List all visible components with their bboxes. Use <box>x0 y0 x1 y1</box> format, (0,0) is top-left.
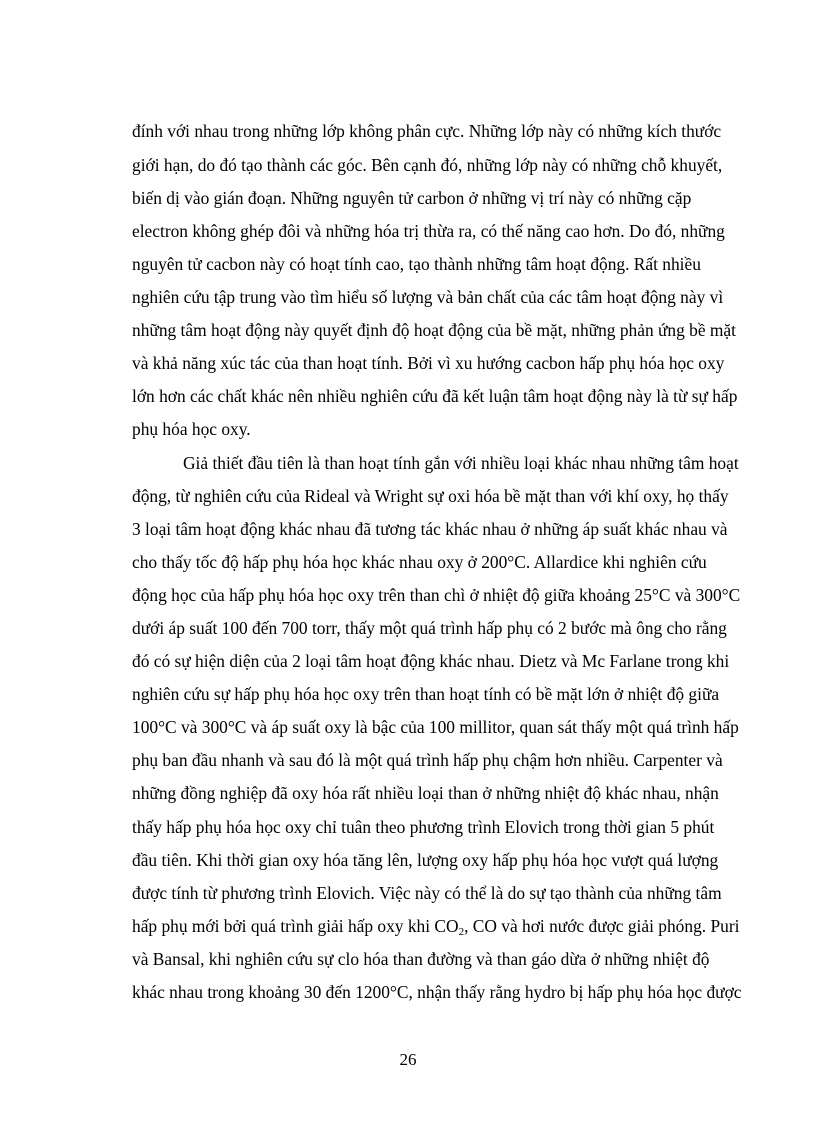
text-line: khác nhau trong khoảng 30 đến 1200°C, nhận thấy rằng hydro bị hấp phụ hóa học được <box>132 982 742 1002</box>
text-line-with-subscript <box>132 909 740 943</box>
text-line: được tính từ phương trình Elovich. Việc này có thể là do sự tạo thành của những tâm <box>132 883 722 903</box>
text-line: cho thấy tốc độ hấp phụ hóa học khác nhau oxy ở 200°C. Allardice khi nghiên cứu <box>132 552 707 572</box>
text-line: phụ hóa học oxy. <box>132 419 251 439</box>
page-number: 26 <box>399 1050 417 1069</box>
text-line: phụ ban đầu nhanh và sau đó là một quá trình hấp phụ chậm hơn nhiều. Carpenter và <box>132 750 723 770</box>
text-line: những tâm hoạt động này quyết định độ hoạt động của bề mặt, những phản ứng bề mặt <box>132 320 736 340</box>
text-line: dưới áp suất 100 đến 700 torr, thấy một quá trình hấp phụ có 2 bước mà ông cho rằng <box>132 618 727 638</box>
text-line: đính với nhau trong những lớp không phân cực. Những lớp này có những kích thước <box>132 121 722 141</box>
text-line: động học của hấp phụ hóa học oxy trên than chì ở nhiệt độ giữa khoảng 25°C và 300°C <box>132 585 741 605</box>
text-segment: , CO và hơi nước được giải phóng. Puri <box>464 916 740 936</box>
text-line: động, từ nghiên cứu của Rideal và Wright sự oxi hóa bề mặt than với khí oxy, họ thấy <box>132 486 729 506</box>
text-line: những đồng nghiệp đã oxy hóa rất nhiều loại than ở những nhiệt độ khác nhau, nhận <box>132 783 719 803</box>
text-line: electron không ghép đôi và những hóa trị thừa ra, có thế năng cao hơn. Do đó, những <box>132 221 725 241</box>
text-segment: hấp phụ mới bởi quá trình giải hấp oxy khi CO <box>132 916 459 936</box>
subscript: 2 <box>458 926 465 938</box>
text-line: đó có sự hiện diện của 2 loại tâm hoạt động khác nhau. Dietz và Mc Farlane trong khi <box>132 651 730 671</box>
text-line: biến dị vào gián đoạn. Những nguyên tử carbon ở những vị trí này có những cặp <box>132 188 692 208</box>
text-line: nghiên cứu tập trung vào tìm hiểu số lượng và bản chất của các tâm hoạt động này vì <box>132 287 724 307</box>
text-line: nghiên cứu sự hấp phụ hóa học oxy trên than hoạt tính có bề mặt lớn ở nhiệt độ giữa <box>132 684 720 704</box>
text-line: đầu tiên. Khi thời gian oxy hóa tăng lên, lượng oxy hấp phụ hóa học vượt quá lượng <box>132 850 719 870</box>
text-line: 100°C và 300°C và áp suất oxy là bậc của 100 millitor, quan sát thấy một quá trình hấp <box>132 717 739 737</box>
text-line: và khả năng xúc tác của than hoạt tính. Bởi vì xu hướng cacbon hấp phụ hóa học oxy <box>132 353 725 373</box>
text-line: lớn hơn các chất khác nên nhiều nghiên cứu đã kết luận tâm hoạt động này là từ sự hấp <box>132 386 738 406</box>
text-line: giới hạn, do đó tạo thành các góc. Bên cạnh đó, những lớp này có những chỗ khuyết, <box>132 155 723 175</box>
text-line: 3 loại tâm hoạt động khác nhau đã tương tác khác nhau ở những áp suất khác nhau và <box>132 519 728 539</box>
text-line: và Bansal, khi nghiên cứu sự clo hóa than đường và than gáo dừa ở những nhiệt độ <box>132 949 710 969</box>
text-line-indented: Giả thiết đầu tiên là than hoạt tính gắn với nhiều loại khác nhau những tâm hoạt <box>183 453 739 473</box>
text-line: nguyên tử cacbon này có hoạt tính cao, tạo thành những tâm hoạt động. Rất nhiều <box>132 254 701 274</box>
text-line: thấy hấp phụ hóa học oxy chỉ tuân theo phương trình Elovich trong thời gian 5 phút <box>132 817 715 837</box>
